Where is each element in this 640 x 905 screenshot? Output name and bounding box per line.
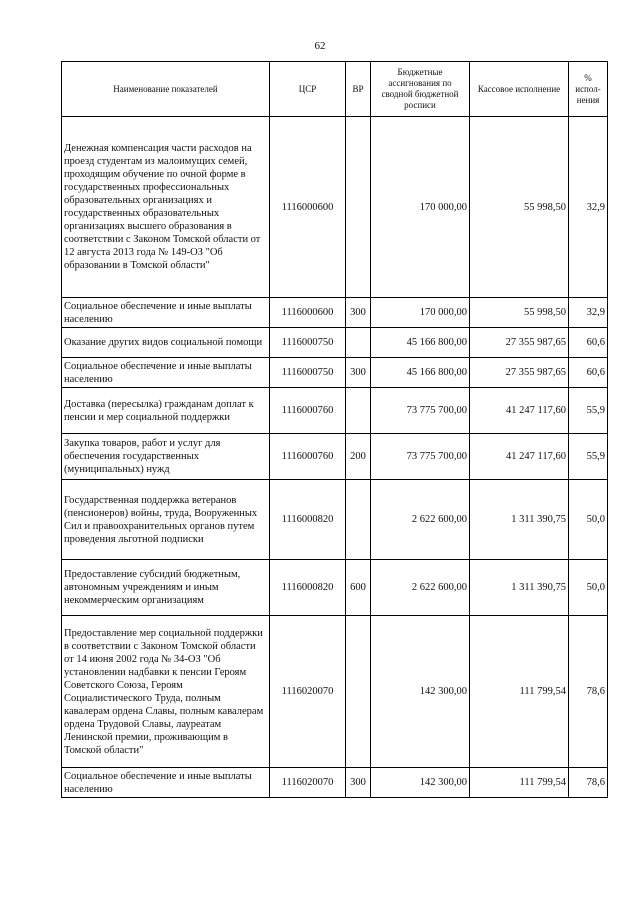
table-row [62, 388, 608, 434]
row-csr: 1116000820 [270, 560, 346, 616]
row-name: Закупка товаров, работ и услуг для обеспечения государственных (муниципальных) нужд [62, 434, 270, 480]
row-cash: 1 311 390,75 [470, 560, 569, 616]
row-csr: 1116000820 [270, 480, 346, 560]
header-percent: % испол-нения [569, 62, 608, 117]
row-vr [346, 616, 371, 768]
row-csr: 1116000600 [270, 117, 346, 298]
table-row [62, 328, 608, 358]
row-budget: 73 775 700,00 [371, 388, 470, 434]
row-percent: 55,9 [569, 434, 608, 480]
row-name: Предоставление мер социальной поддержки в соответствии с Законом Томской области от 14 июня 2002 года № 34-ОЗ "Об установлении надбавки к пенсии Героям Советского Союза, Героям Социалистического Труда, полным кавалерам ордена Славы, полным кавалерам ордена Трудовой Славы, лауреатам Ленинской премии, проживающим в Томской области" [62, 616, 270, 768]
table-row [62, 768, 608, 798]
row-vr: 600 [346, 560, 371, 616]
row-csr: 1116000750 [270, 328, 346, 358]
row-budget: 2 622 600,00 [371, 560, 470, 616]
row-cash: 41 247 117,60 [470, 434, 569, 480]
row-cash: 41 247 117,60 [470, 388, 569, 434]
table-row [62, 358, 608, 388]
row-vr [346, 328, 371, 358]
row-name: Оказание других видов социальной помощи [62, 328, 270, 358]
row-budget: 45 166 800,00 [371, 358, 470, 388]
row-percent: 78,6 [569, 768, 608, 798]
table-row [62, 616, 608, 768]
row-budget: 73 775 700,00 [371, 434, 470, 480]
table-header-row [62, 62, 608, 117]
row-vr [346, 117, 371, 298]
row-cash: 111 799,54 [470, 616, 569, 768]
row-budget: 170 000,00 [371, 117, 470, 298]
row-vr: 300 [346, 358, 371, 388]
row-cash: 1 311 390,75 [470, 480, 569, 560]
row-vr: 200 [346, 434, 371, 480]
row-name: Государственная поддержка ветеранов (пенсионеров) войны, труда, Вооруженных Сил и правоохранительных органов путем проведения льготной подписки [62, 480, 270, 560]
row-name: Социальное обеспечение и иные выплаты населению [62, 768, 270, 798]
table-row [62, 434, 608, 480]
row-csr: 1116020070 [270, 768, 346, 798]
page-number: 62 [314, 40, 326, 52]
row-percent: 50,0 [569, 560, 608, 616]
row-cash: 27 355 987,65 [470, 358, 569, 388]
row-name: Социальное обеспечение и иные выплаты населению [62, 298, 270, 328]
header-csr: ЦСР [270, 62, 346, 117]
table-row [62, 298, 608, 328]
row-budget: 45 166 800,00 [371, 328, 470, 358]
row-cash: 55 998,50 [470, 298, 569, 328]
row-csr: 1116020070 [270, 616, 346, 768]
row-percent: 60,6 [569, 358, 608, 388]
table-row [62, 560, 608, 616]
row-cash: 27 355 987,65 [470, 328, 569, 358]
row-vr: 300 [346, 298, 371, 328]
row-percent: 32,9 [569, 117, 608, 298]
header-name: Наименование показателей [62, 62, 270, 117]
header-vr: ВР [346, 62, 371, 117]
row-csr: 1116000750 [270, 358, 346, 388]
row-name: Доставка (пересылка) гражданам доплат к пенсии и мер социальной поддержки [62, 388, 270, 434]
row-percent: 32,9 [569, 298, 608, 328]
table-row [62, 117, 608, 298]
row-budget: 170 000,00 [371, 298, 470, 328]
row-vr: 300 [346, 768, 371, 798]
row-budget: 142 300,00 [371, 616, 470, 768]
row-csr: 1116000760 [270, 388, 346, 434]
row-csr: 1116000760 [270, 434, 346, 480]
row-vr [346, 388, 371, 434]
row-cash: 55 998,50 [470, 117, 569, 298]
row-csr: 1116000600 [270, 298, 346, 328]
row-vr [346, 480, 371, 560]
row-budget: 142 300,00 [371, 768, 470, 798]
table-row [62, 480, 608, 560]
header-budget: Бюджетные ассигнования по сводной бюджетной росписи [371, 62, 470, 117]
row-name: Социальное обеспечение и иные выплаты населению [62, 358, 270, 388]
row-percent: 60,6 [569, 328, 608, 358]
row-percent: 55,9 [569, 388, 608, 434]
row-percent: 50,0 [569, 480, 608, 560]
row-percent: 78,6 [569, 616, 608, 768]
row-budget: 2 622 600,00 [371, 480, 470, 560]
budget-table [61, 61, 608, 798]
header-cash: Кассовое исполнение [470, 62, 569, 117]
row-cash: 111 799,54 [470, 768, 569, 798]
row-name: Предоставление субсидий бюджетным, автономным учреждениям и иным некоммерческим организациям [62, 560, 270, 616]
row-name: Денежная компенсация части расходов на проезд студентам из малоимущих семей, проходящим обучение по очной форме в государственных профессиональных образовательных организациях и государственных образовательных организациях высшего образования в соответствии с Законом Томской области от 12 августа 2013 года № 149-ОЗ "Об образовании в Томской области" [62, 117, 270, 298]
